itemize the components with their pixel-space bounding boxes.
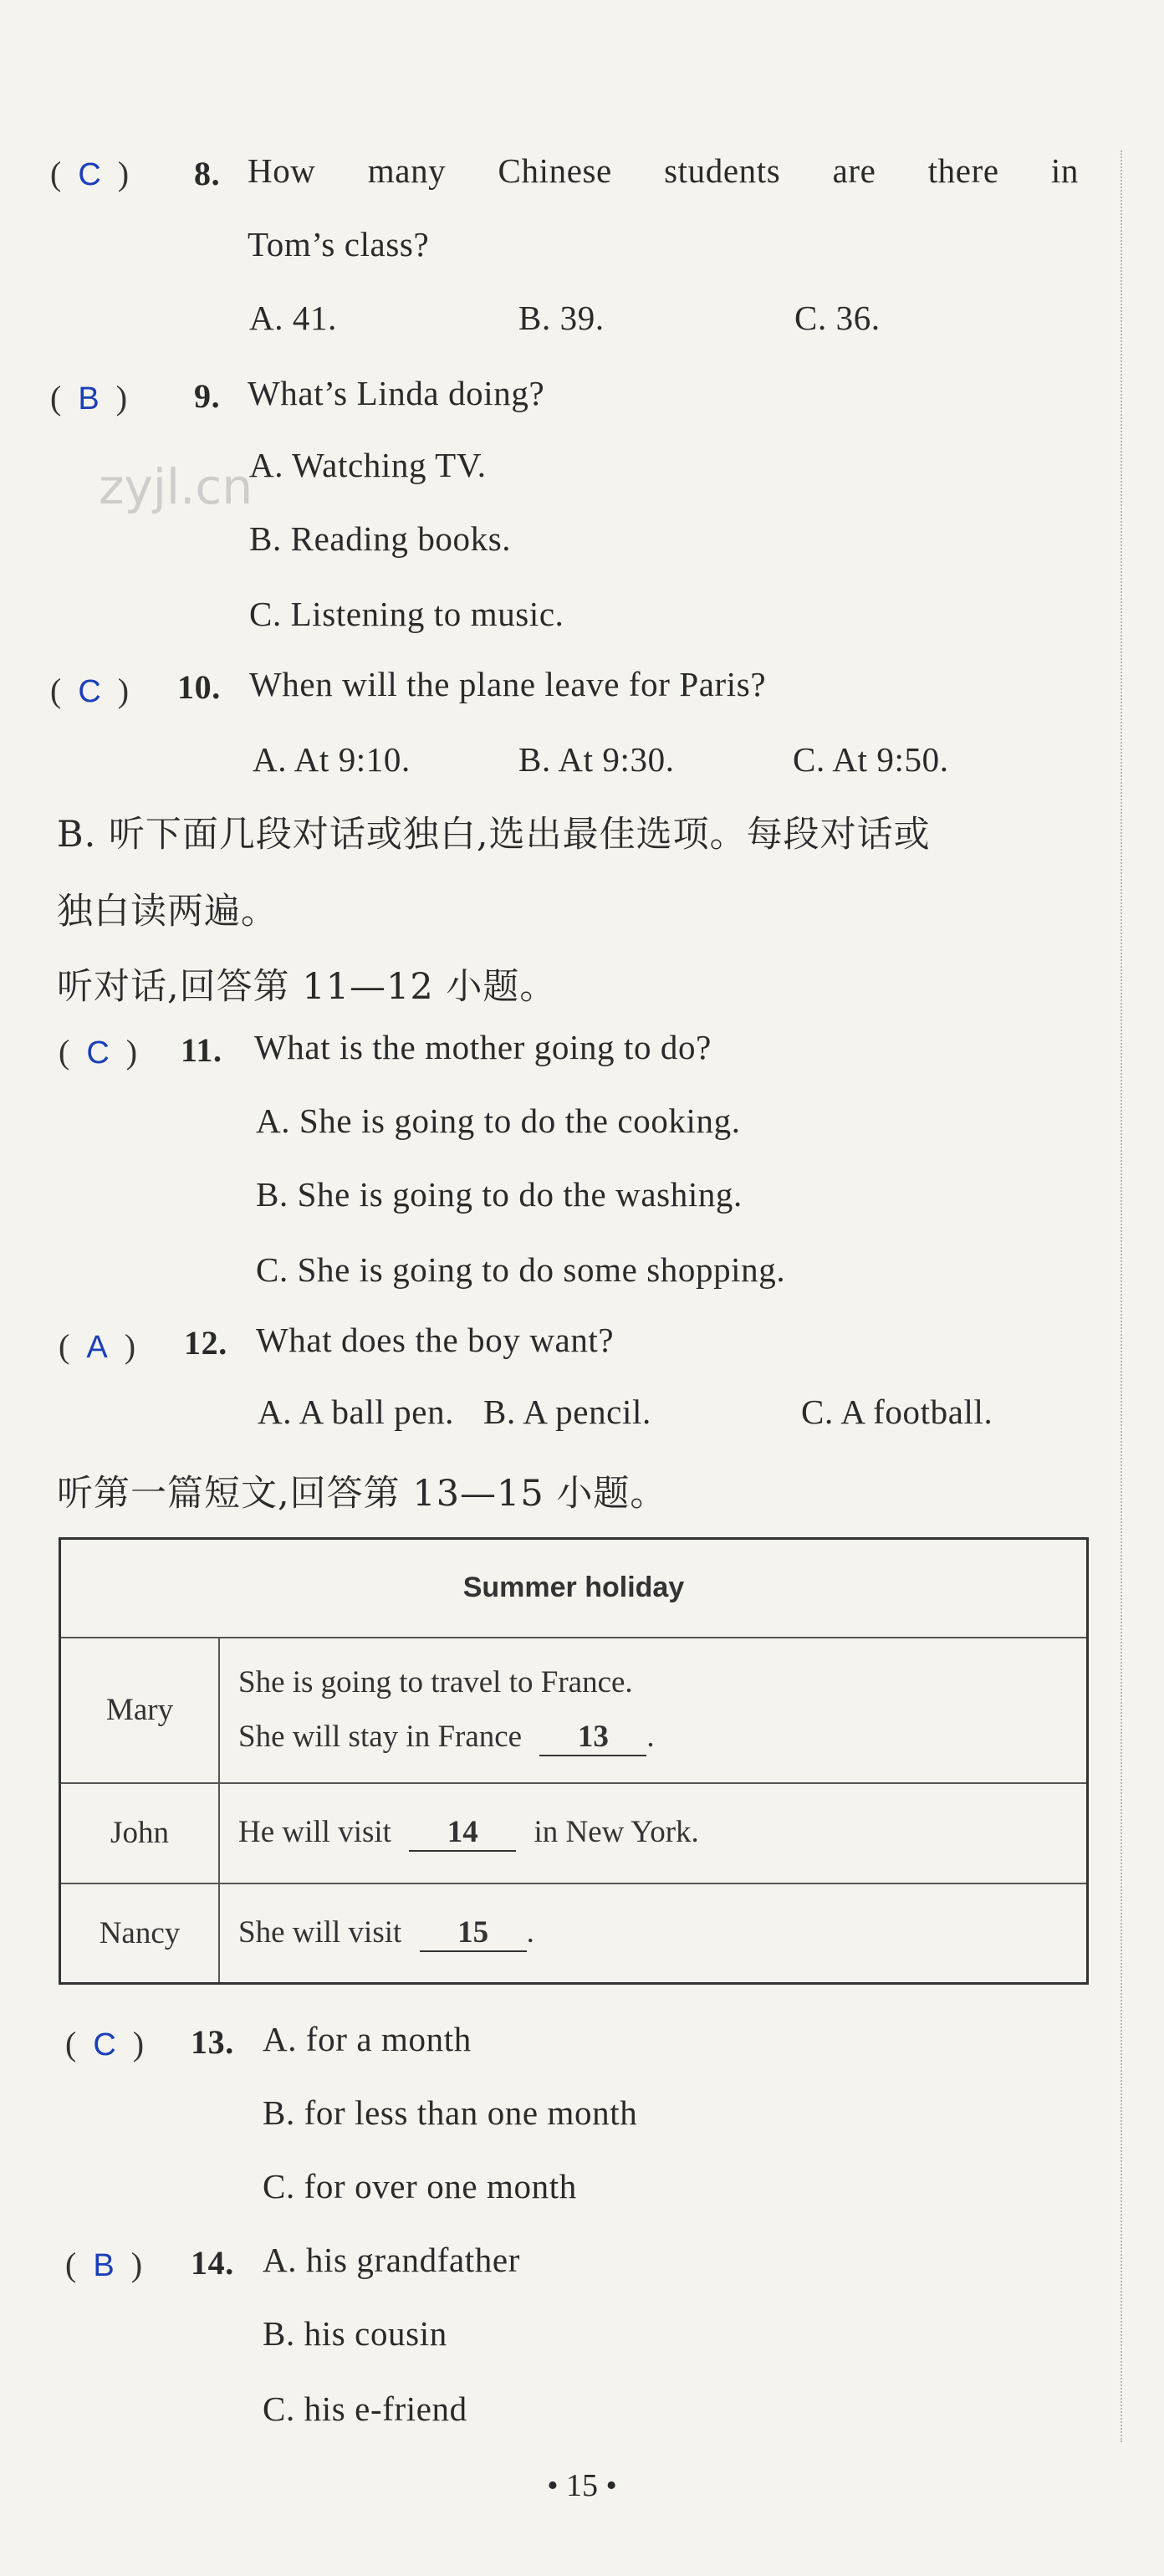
table-title-row: [60, 1539, 1088, 1638]
mary-line1: She is going to travel to France.: [238, 1664, 633, 1699]
q11-answer: C: [86, 1035, 110, 1071]
q8-number: 8.: [194, 155, 221, 192]
q11-number: 11.: [181, 1031, 222, 1069]
q12-stem: What does the boy want?: [256, 1321, 615, 1359]
q12-option-c: C. A football.: [801, 1393, 993, 1431]
mary-line2: [238, 1719, 1068, 1756]
q10-answer-bracket: ( C ): [50, 672, 130, 709]
q9-option-b: B. Reading books.: [249, 519, 512, 558]
table-name-mary: Mary: [60, 1638, 220, 1783]
blank-15: 15: [420, 1914, 527, 1952]
q12-answer: A: [86, 1330, 108, 1365]
q8-stem-line1: How many Chinese students are there in: [248, 151, 1079, 190]
q11-answer-bracket: ( C ): [59, 1033, 138, 1071]
q10-answer: C: [78, 674, 101, 709]
q8-option-c: C. 36.: [794, 299, 881, 337]
table-name-john: John: [60, 1783, 220, 1883]
q12-option-a: A. A ball pen.: [258, 1393, 455, 1431]
q10-stem: When will the plane leave for Paris?: [249, 665, 767, 703]
q14-answer: B: [93, 2248, 115, 2283]
q9-option-c: C. Listening to music.: [249, 595, 564, 633]
q9-answer: B: [78, 381, 100, 417]
nancy-text-pre: She will visit: [238, 1914, 402, 1950]
table-row: [60, 1883, 1088, 1984]
q9-number: 9.: [194, 377, 221, 415]
q8-answer: C: [78, 157, 101, 192]
table-detail-nancy: [219, 1883, 1088, 1984]
q13-option-c: C. for over one month: [263, 2167, 577, 2205]
page-number: • 15 •: [547, 2468, 617, 2503]
blank-14: 14: [409, 1814, 516, 1852]
q9-answer-bracket: ( B ): [50, 379, 128, 417]
q13-option-a: A. for a month: [263, 2020, 472, 2058]
q9-option-a: A. Watching TV.: [249, 446, 487, 484]
margin-dotted-line: [1121, 151, 1122, 2442]
blank-13: 13: [539, 1719, 646, 1756]
table-title: Summer holiday: [60, 1539, 1088, 1638]
q13-option-b: B. for less than one month: [263, 2093, 638, 2132]
q10-option-b: B. At 9:30.: [518, 740, 675, 779]
q13-answer: C: [93, 2027, 116, 2062]
q11-stem: What is the mother going to do?: [254, 1028, 712, 1066]
q14-option-b: B. his cousin: [263, 2314, 447, 2353]
q12-answer-bracket: ( A ): [59, 1327, 136, 1365]
table-row: [60, 1783, 1088, 1883]
q11-option-c: C. She is going to do some shopping.: [256, 1250, 786, 1289]
summer-holiday-table: [59, 1537, 1089, 1985]
section-b-instruction-line1: B. 听下面几段对话或独白,选出最佳选项。每段对话或: [57, 814, 931, 856]
passage-intro: 听第一篇短文,回答第 13—15 小题。: [57, 1473, 667, 1515]
q14-number: 14.: [191, 2244, 234, 2282]
nancy-text-post: .: [526, 1914, 534, 1950]
q11-option-a: A. She is going to do the cooking.: [256, 1101, 741, 1140]
q8-option-b: B. 39.: [518, 299, 605, 337]
section-b-instruction-line2: 独白读两遍。: [57, 891, 278, 933]
q10-option-c: C. At 9:50.: [793, 740, 949, 779]
q13-answer-bracket: ( C ): [65, 2025, 145, 2062]
john-text-post: in New York.: [534, 1815, 699, 1849]
table-detail-john: [219, 1783, 1088, 1883]
q14-option-c: C. his e-friend: [263, 2389, 467, 2428]
q9-stem: What’s Linda doing?: [248, 374, 545, 412]
john-text-pre: He will visit: [238, 1815, 391, 1849]
table-detail-mary: [219, 1638, 1088, 1783]
table-name-nancy: Nancy: [60, 1883, 220, 1984]
q12-number: 12.: [184, 1324, 227, 1362]
q12-option-b: B. A pencil.: [483, 1393, 651, 1431]
q8-stem-line2: Tom’s class?: [248, 225, 430, 263]
watermark: zyjl.cn: [99, 458, 253, 515]
mary-line2-text: She will stay in France: [238, 1719, 523, 1754]
q8-option-a: A. 41.: [249, 299, 337, 337]
mary-line2-end: .: [646, 1719, 655, 1754]
table-row: [60, 1638, 1088, 1783]
dialog-intro: 听对话,回答第 11—12 小题。: [57, 966, 557, 1008]
q11-option-b: B. She is going to do the washing.: [256, 1175, 743, 1214]
q8-answer-bracket: ( C ): [50, 155, 130, 192]
q14-option-a: A. his grandfather: [263, 2241, 520, 2279]
q14-answer-bracket: ( B ): [65, 2246, 143, 2283]
q10-number: 10.: [177, 668, 221, 706]
q13-number: 13.: [191, 2023, 234, 2061]
q10-option-a: A. At 9:10.: [253, 740, 411, 779]
